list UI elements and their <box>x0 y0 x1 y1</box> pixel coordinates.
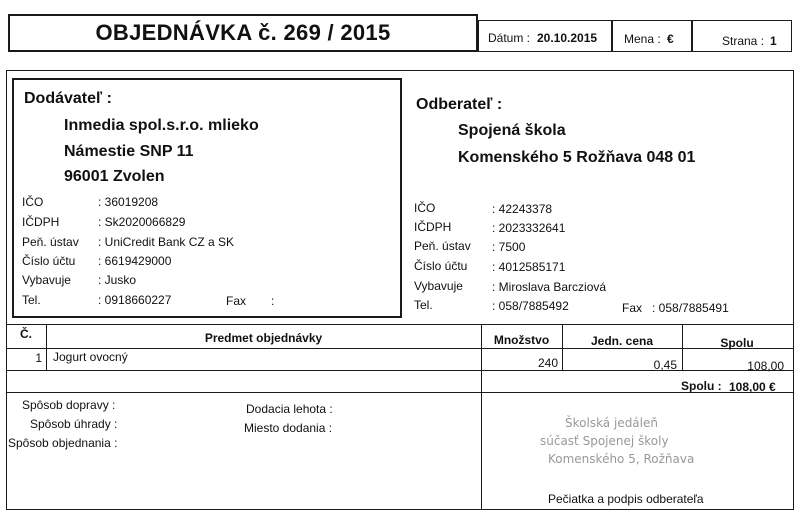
col-header-total: Spolu <box>720 336 754 350</box>
customer-icdph-label: IČDPH <box>414 220 452 234</box>
stamp-line-2: súčasť Spojenej školy <box>540 434 669 448</box>
customer-heading: Odberateľ : <box>416 96 503 113</box>
page-value: 1 <box>770 34 777 48</box>
customer-bank-value: : 7500 <box>492 240 526 254</box>
customer-handler-value: : Miroslava Barcziová <box>492 280 607 294</box>
stamp-line-3: Komenského 5, Rožňava <box>548 452 695 466</box>
row-1-price: 0,45 <box>653 358 677 372</box>
supplier-account-label: Číslo účtu <box>22 254 76 268</box>
supplier-name: Inmedia spol.s.r.o. mlieko <box>64 117 259 134</box>
supplier-street: Námestie SNP 11 <box>64 143 194 160</box>
customer-account-value: : 4012585171 <box>492 260 566 274</box>
supplier-handler-label: Vybavuje <box>22 273 71 287</box>
supplier-ico-value: : 36019208 <box>98 195 159 209</box>
signature-label: Pečiatka a podpis odberateľa <box>548 492 704 506</box>
customer-address: Komenského 5 Rožňava 048 01 <box>458 149 696 166</box>
order-title: OBJEDNÁVKA č. 269 / 2015 <box>95 20 391 45</box>
supplier-heading: Dodávateľ : <box>24 90 112 107</box>
signature-divider <box>481 392 482 510</box>
customer-bank-label: Peň. ústav <box>414 239 471 253</box>
customer-handler-label: Vybavuje <box>414 279 463 293</box>
customer-ico-label: IČO <box>414 201 436 215</box>
customer-icdph-value: : 2023332641 <box>492 221 566 235</box>
supplier-icdph-value: : Sk2020066829 <box>98 215 186 229</box>
sum-label: Spolu : <box>681 379 722 393</box>
customer-fax-label: Fax <box>622 301 643 315</box>
date-value: 20.10.2015 <box>537 31 598 45</box>
supplier-account-value: : 6619429000 <box>98 254 172 268</box>
customer-tel-label: Tel. <box>414 298 433 312</box>
date-label: Dátum : <box>488 31 531 45</box>
customer-account-label: Číslo účtu <box>414 259 468 273</box>
table-sum-bottom-line <box>6 392 794 393</box>
transport-label: Spôsob dopravy : <box>22 398 116 412</box>
supplier-handler-value: : Jusko <box>98 273 137 287</box>
row-1-total: 108,00 <box>747 359 784 373</box>
ordering-label: Spôsob objednania : <box>8 436 118 450</box>
table-top-line <box>6 324 794 325</box>
table-header-bottom-line <box>6 348 794 349</box>
col-header-no: Č. <box>20 327 32 341</box>
payment-label: Spôsob úhrady : <box>30 417 118 431</box>
customer-ico-value: : 42243378 <box>492 202 553 216</box>
row-1-no: 1 <box>35 351 42 365</box>
supplier-icdph-label: IČDPH <box>22 215 60 229</box>
col-header-item: Predmet objednávky <box>204 331 323 345</box>
col-header-qty: Množstvo <box>493 333 550 347</box>
col-header-price: Jedn. cena <box>590 334 654 348</box>
page-label: Strana : <box>722 34 765 48</box>
customer-tel-value: : 058/7885492 <box>492 299 569 313</box>
supplier-ico-label: IČO <box>22 195 44 209</box>
customer-name: Spojená škola <box>458 122 566 139</box>
sum-value: 108,00 € <box>729 380 776 394</box>
row-1-item: Jogurt ovocný <box>53 350 128 364</box>
supplier-fax-value: : <box>271 294 275 308</box>
supplier-fax-label: Fax <box>226 294 247 308</box>
delivery-place-label: Miesto dodania : <box>244 421 333 435</box>
supplier-tel-label: Tel. <box>22 293 41 307</box>
delivery-term-label: Dodacia lehota : <box>246 402 333 416</box>
stamp-line-1: Školská jedáleň <box>565 416 658 430</box>
row-1-qty: 240 <box>537 356 558 370</box>
currency-value: € <box>667 32 674 46</box>
supplier-tel-value: : 0918660227 <box>98 293 172 307</box>
supplier-bank-value: : UniCredit Bank CZ a SK <box>98 235 235 249</box>
currency-label: Mena : <box>624 32 661 46</box>
supplier-city: 96001 Zvolen <box>64 168 165 185</box>
customer-fax-value: : 058/7885491 <box>652 301 729 315</box>
supplier-bank-label: Peň. ústav <box>22 235 79 249</box>
